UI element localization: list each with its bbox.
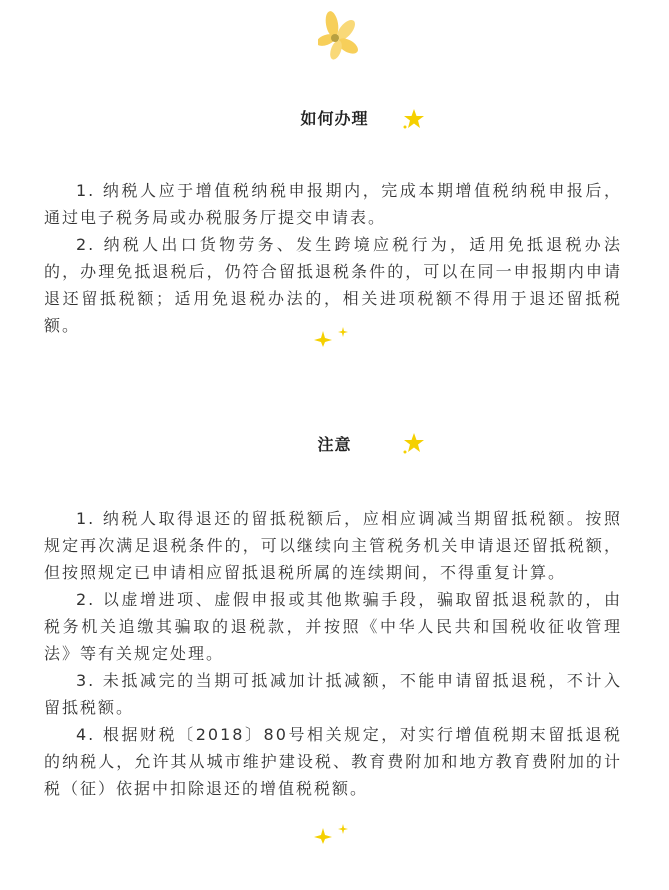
paragraph: 1. 纳税人取得退还的留抵税额后，应相应调减当期留抵税额。按照规定再次满足退税条件的，可以继续向主管税务机关申请退还留抵税额，但按照规定已申请相应留抵退税所属的连续期间，不得重复计算。 [44, 509, 622, 582]
paragraph: 2. 以虚增进项、虚假申报或其他欺骗手段，骗取留抵退税款的，由税务机关追缴其骗取的退税款，并按照《中华人民共和国税收征收管理法》等有关规定处理。 [44, 590, 622, 663]
paragraph: 3. 未抵减完的当期可抵减加计抵减额，不能申请留抵退税，不计入留抵税额。 [44, 671, 622, 717]
paragraph: 1. 纳税人应于增值税纳税申报期内，完成本期增值税纳税申报后，通过电子税务局或办税服务厅提交申请表。 [44, 181, 622, 227]
flower-icon [318, 8, 362, 60]
paragraph: 4. 根据财税〔2018〕80号相关规定，对实行增值税期末留抵退税的纳税人，允许其从城市维护建设税、教育费附加和地方教育费附加的计税（征）依据中扣除退还的增值税税额。 [44, 725, 622, 798]
star-icon [402, 432, 424, 454]
star-icon [402, 108, 424, 130]
sparkle-icon [314, 822, 350, 844]
notes-section [44, 505, 622, 802]
section-title: 如何办理 [300, 109, 369, 128]
paragraph: 2. 纳税人出口货物劳务、发生跨境应税行为，适用免抵退税办法的，办理免抵退税后，仍符合留抵退税条件的，可以在同一申报期内申请退还留抵税额；适用免退税办法的，相关进项税额不得用于退还留抵税额。 [44, 235, 622, 335]
sparkle-icon [314, 325, 350, 347]
section-title: 注意 [317, 435, 352, 454]
how-to-section [44, 177, 622, 339]
